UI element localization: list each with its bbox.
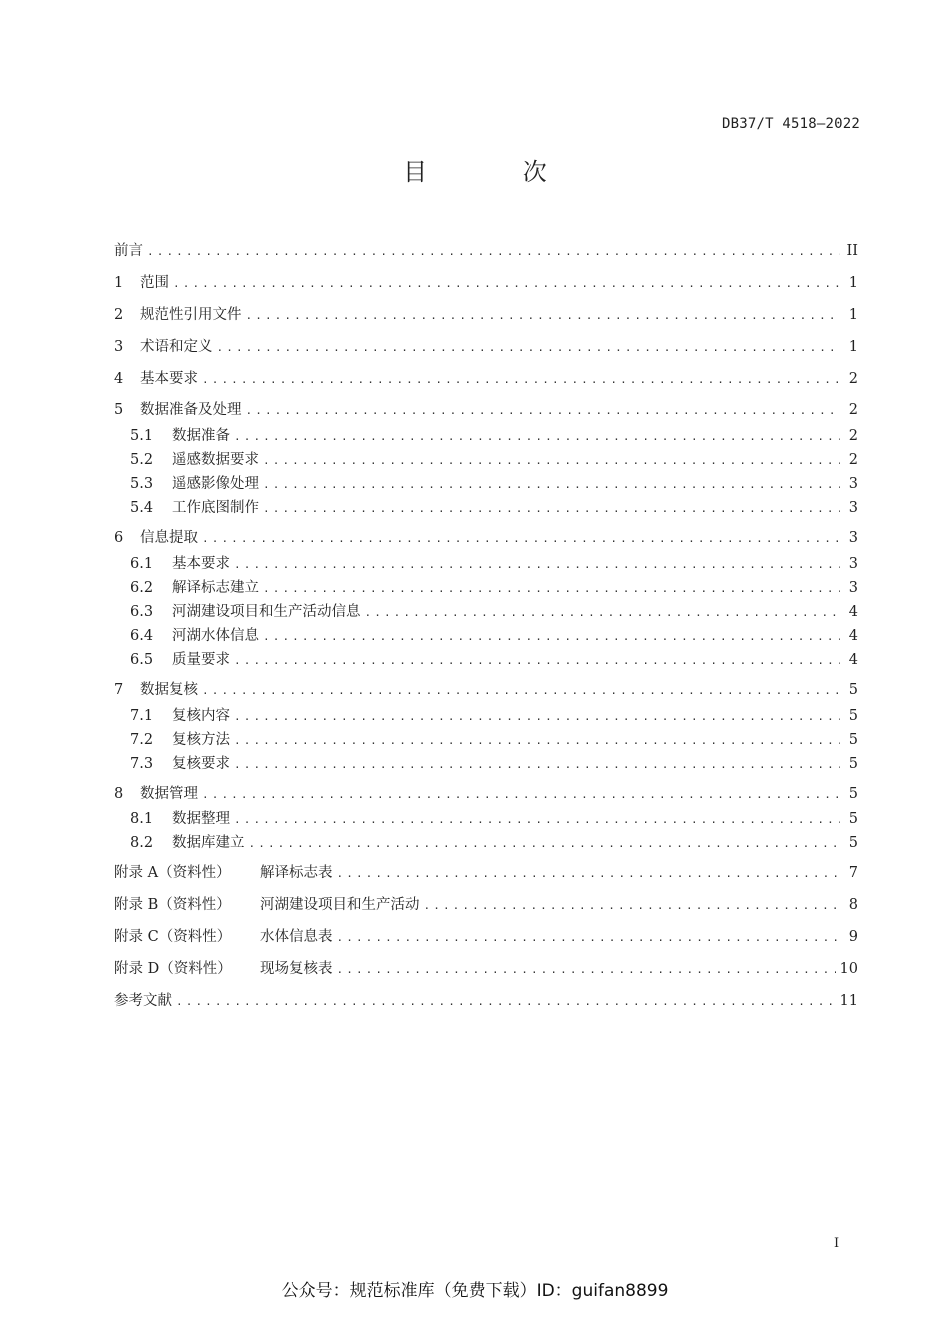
- toc-entry-page: 2: [848, 452, 858, 468]
- toc-leader-dots: [263, 451, 840, 471]
- toc-leader-dots: [337, 928, 841, 948]
- toc-leader-dots: [263, 499, 840, 519]
- toc-entry[interactable]: [114, 528, 858, 548]
- toc-entry-label: 参考文献: [114, 993, 172, 1009]
- toc-entry-label: 范围: [140, 275, 169, 291]
- toc-entry-number: 6.2: [130, 580, 154, 596]
- toc-entry-label: 遥感数据要求: [172, 452, 259, 468]
- toc-entry-number: 5.1: [130, 428, 154, 444]
- toc-entry-page: 11: [839, 993, 858, 1009]
- toc-entry[interactable]: [130, 426, 858, 446]
- toc-entry-page: 4: [848, 604, 858, 620]
- toc-entry-page: 5: [848, 835, 858, 851]
- toc-entry-page: 3: [848, 500, 858, 516]
- toc-entry-page: 9: [848, 929, 858, 945]
- toc-entry-label: 遥感影像处理: [172, 476, 259, 492]
- toc-entry-page: 1: [848, 275, 858, 291]
- toc-leader-dots: [234, 755, 840, 775]
- toc-entry-page: 3: [848, 530, 858, 546]
- toc-leader-dots: [202, 370, 840, 390]
- toc-entry-number: 8.2: [130, 835, 154, 851]
- toc-leader-dots: [337, 864, 841, 884]
- footer-watermark-text: 公众号：规范标准库（免费下载）ID：guifan8899: [281, 1281, 669, 1301]
- toc-entry[interactable]: [114, 400, 858, 420]
- toc-entry-label: 现场复核表: [260, 961, 333, 977]
- toc-entry[interactable]: [130, 833, 858, 853]
- toc-entry-number: 7: [114, 682, 124, 698]
- toc-entry-label: 解译标志表: [260, 865, 333, 881]
- toc-entry-label: 数据复核: [140, 682, 198, 698]
- toc-entry-appendix-prefix: 附录 D（资料性）: [114, 961, 232, 977]
- toc-entry-label: 水体信息表: [260, 929, 333, 945]
- toc-entry-page: 8: [848, 897, 858, 913]
- toc-entry-number: 6.3: [130, 604, 154, 620]
- toc-entry[interactable]: [114, 991, 858, 1011]
- toc-leader-dots: [246, 306, 841, 326]
- toc-entry[interactable]: [130, 578, 858, 598]
- toc-entry-number: 7.3: [130, 756, 154, 772]
- toc-entry-number: 7.2: [130, 732, 154, 748]
- toc-leader-dots: [263, 627, 840, 647]
- toc-entry-label: 数据准备: [172, 428, 230, 444]
- toc-entry[interactable]: [130, 602, 858, 622]
- toc-entry-label: 河湖水体信息: [172, 628, 259, 644]
- toc-entry[interactable]: [114, 273, 858, 293]
- toc-leader-dots: [234, 427, 840, 447]
- toc-leader-dots: [147, 242, 840, 262]
- toc-entry-appendix-prefix: 附录 A（资料性）: [114, 865, 231, 881]
- toc-entry-page: 2: [848, 402, 858, 418]
- toc-entry[interactable]: [130, 650, 858, 670]
- toc-entry-page: 3: [848, 556, 858, 572]
- toc-entry[interactable]: [114, 241, 858, 261]
- toc-entry[interactable]: [114, 337, 858, 357]
- toc-leader-dots: [337, 960, 836, 980]
- toc-entry-page: 5: [848, 682, 858, 698]
- toc-entry-page: 5: [848, 708, 858, 724]
- toc-entry-number: 5.2: [130, 452, 154, 468]
- toc-leader-dots: [234, 707, 840, 727]
- toc-entry-label: 质量要求: [172, 652, 230, 668]
- toc-entry-number: 5.4: [130, 500, 154, 516]
- toc-entry-label: 河湖建设项目和生产活动: [260, 897, 420, 913]
- toc-entry[interactable]: [130, 706, 858, 726]
- toc-entry[interactable]: [114, 863, 858, 883]
- toc-entry-label: 复核要求: [172, 756, 230, 772]
- toc-entry-number: 4: [114, 371, 124, 387]
- toc-entry[interactable]: [114, 680, 858, 700]
- toc-entry-number: 6.5: [130, 652, 154, 668]
- toc-entry[interactable]: [130, 730, 858, 750]
- toc-entry[interactable]: [130, 754, 858, 774]
- toc-entry[interactable]: [130, 554, 858, 574]
- toc-entry-page: 5: [848, 786, 858, 802]
- toc-entry-label: 工作底图制作: [172, 500, 259, 516]
- toc-entry-page: 4: [848, 652, 858, 668]
- toc-entry[interactable]: [114, 927, 858, 947]
- toc-leader-dots: [365, 603, 841, 623]
- toc-entry-label: 基本要求: [172, 556, 230, 572]
- toc-entry[interactable]: [114, 959, 858, 979]
- toc-entry-number: 7.1: [130, 708, 154, 724]
- toc-entry-number: 2: [114, 307, 124, 323]
- toc-entry-number: 1: [114, 275, 124, 291]
- toc-entry[interactable]: [130, 498, 858, 518]
- toc-entry-label: 复核方法: [172, 732, 230, 748]
- toc-entry-page: 3: [848, 476, 858, 492]
- toc-entry-page: 3: [848, 580, 858, 596]
- toc-leader-dots: [234, 555, 840, 575]
- toc-entry-label: 数据库建立: [172, 835, 245, 851]
- toc-entry-appendix-prefix: 附录 C（资料性）: [114, 929, 232, 945]
- toc-leader-dots: [217, 338, 841, 358]
- toc-entry-page: 1: [848, 339, 858, 355]
- toc-entry-label: 术语和定义: [140, 339, 213, 355]
- toc-entry-label: 规范性引用文件: [140, 307, 242, 323]
- toc-leader-dots: [234, 731, 840, 751]
- toc-entry-appendix-prefix: 附录 B（资料性）: [114, 897, 231, 913]
- toc-leader-dots: [234, 651, 840, 671]
- toc-entry[interactable]: [114, 895, 858, 915]
- toc-leader-dots: [249, 834, 841, 854]
- toc-entry-number: 6: [114, 530, 124, 546]
- toc-entry[interactable]: [130, 450, 858, 470]
- toc-entry-label: 前言: [114, 243, 143, 259]
- toc-entry-page: 5: [848, 811, 858, 827]
- toc-entry-number: 5: [114, 402, 124, 418]
- toc-entry-label: 数据整理: [172, 811, 230, 827]
- toc-entry-number: 6.1: [130, 556, 154, 572]
- toc-leader-dots: [263, 475, 840, 495]
- toc-entry-label: 河湖建设项目和生产活动信息: [172, 604, 361, 620]
- toc-entry-number: 5.3: [130, 476, 154, 492]
- toc-entry-page: 5: [848, 732, 858, 748]
- toc-entry[interactable]: [130, 474, 858, 494]
- toc-entry-label: 信息提取: [140, 530, 198, 546]
- toc-entry-label: 基本要求: [140, 371, 198, 387]
- toc-entry-number: 8.1: [130, 811, 154, 827]
- document-code: DB37/T 4518—2022: [721, 116, 860, 132]
- toc-entry-page: II: [846, 243, 858, 259]
- toc-entry-number: 8: [114, 786, 124, 802]
- toc-entry-label: 解译标志建立: [172, 580, 259, 596]
- toc-leader-dots: [263, 579, 840, 599]
- toc-entry-page: 10: [839, 961, 858, 977]
- toc-entry-number: 6.4: [130, 628, 154, 644]
- toc-entry[interactable]: [114, 305, 858, 325]
- toc-entry-number: 3: [114, 339, 124, 355]
- toc-leader-dots: [202, 529, 840, 549]
- toc-entry-label: 数据管理: [140, 786, 198, 802]
- toc-leader-dots: [176, 992, 836, 1012]
- toc-entry[interactable]: [114, 784, 858, 804]
- toc-leader-dots: [202, 681, 840, 701]
- toc-entry-page: 1: [848, 307, 858, 323]
- toc-leader-dots: [234, 810, 840, 830]
- toc-title: 目 次: [403, 158, 591, 186]
- toc-leader-dots: [424, 896, 841, 916]
- page-number: I: [834, 1236, 840, 1251]
- toc-entry-label: 复核内容: [172, 708, 230, 724]
- toc-leader-dots: [246, 401, 841, 421]
- toc-entry-page: 4: [848, 628, 858, 644]
- toc-entry[interactable]: [130, 626, 858, 646]
- toc-entry-page: 2: [848, 428, 858, 444]
- toc-entry-label: 数据准备及处理: [140, 402, 242, 418]
- toc-entry-page: 2: [848, 371, 858, 387]
- toc-entry-page: 5: [848, 756, 858, 772]
- toc-entry-page: 7: [848, 865, 858, 881]
- toc-entry[interactable]: [130, 809, 858, 829]
- toc-leader-dots: [202, 785, 840, 805]
- toc-entry[interactable]: [114, 369, 858, 389]
- toc-leader-dots: [173, 274, 840, 294]
